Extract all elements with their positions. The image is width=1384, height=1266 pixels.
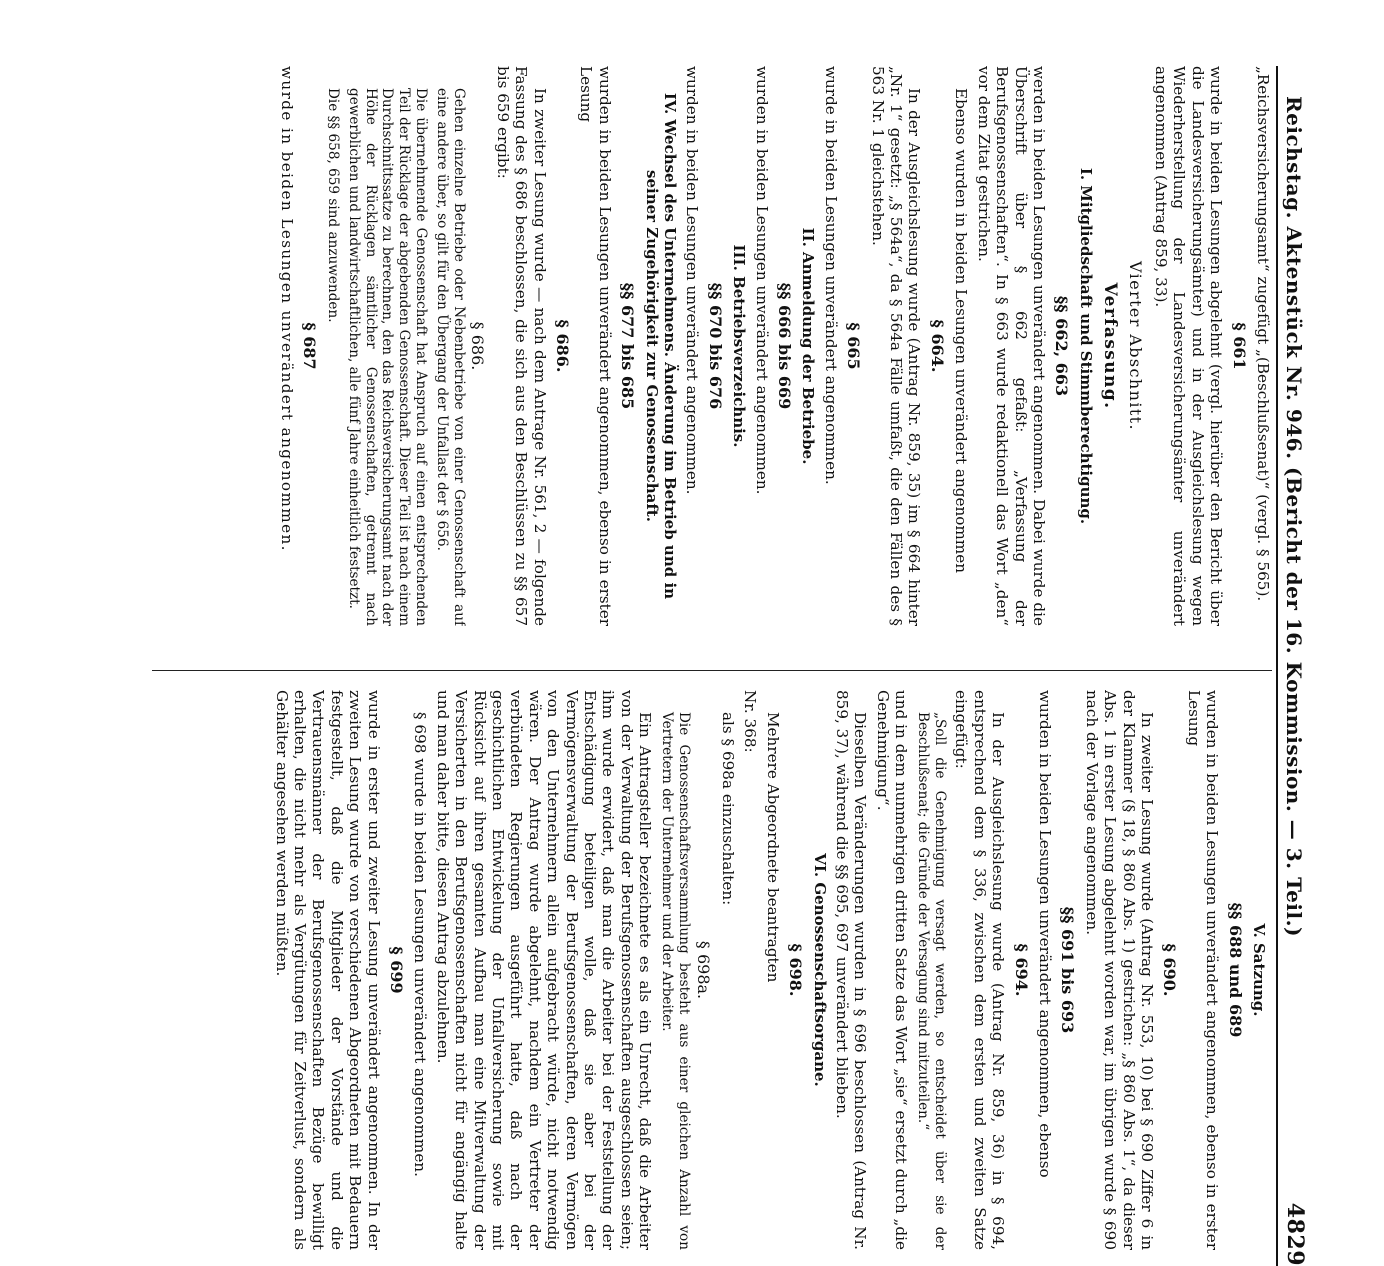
section-691-text: wurden in beiden Lesungen unverändert angenommen, ebenso xyxy=(1035,690,1054,1178)
section-699-text: wurde in erster und zweiter Lesung unverändert angenommen. In der zweiten Lesung wurde von verschiedenen Abgeordneten mit Bedauern festgestellt, daß die Mitglieder der Vorstände und die Vertrauensmänner der Berufsgenossenschaften Bezüge bewilligt erhalten, die nicht mehr als Vergütungen für Zeitverlust, sondern als Gehälter angesehen werden müßten. xyxy=(272,690,383,1250)
section-698-insert: als § 698a einzuschalten: xyxy=(719,712,738,906)
section-665-heading: § 665 xyxy=(844,322,864,370)
section-687-text: wurde in beiden Lesungen unverändert angenommen. xyxy=(277,66,296,552)
subsection-III-heading: III. Betriebsverzeichnis. xyxy=(730,244,749,448)
subsection-II-heading: II. Anmeldung der Betriebe. xyxy=(799,227,818,465)
section-677-text: wurden in beiden Lesungen unverändert angenommen, ebenso in erster Lesung xyxy=(577,66,614,626)
section-688-text: wurden in beiden Lesungen unverändert angenommen, ebenso in erster Lesung xyxy=(1184,690,1222,1250)
section-698-text: Mehrere Abgeordnete beantragten xyxy=(763,712,782,983)
section-670-heading: §§ 670 bis 676 xyxy=(705,282,725,410)
abschnitt-heading: Vierter Abschnitt. xyxy=(1125,261,1145,431)
section-661-heading: § 661 xyxy=(1229,322,1249,370)
section-699-heading: § 699 xyxy=(386,946,406,994)
section-662-text: werden in beiden Lesungen unverändert angenommen. Dabei wurde die Überschrift über § 662 gefaßt: „Verfassung der Berufsgenossenschaften“. In § 663 wurde redaktionell das Wort „den“ vor dem Zitat gestrichen. xyxy=(974,66,1048,626)
section-686-text: In zweiter Lesung wurde — nach dem Antrage Nr. 561, 2 — folgende Fassung des § 686 beschlossen, die sich aus den Beschlüssen zu §§ 657 bis 659 ergibt: xyxy=(493,66,549,626)
section-698-final: § 698 wurde in beiden Lesungen unverändert angenommen. xyxy=(411,712,430,1177)
section-686-quote-heading: § 686. xyxy=(468,321,488,371)
section-687-heading: § 687 xyxy=(300,322,320,370)
section-690-text: In zweiter Lesung wurde (Antrag Nr. 553, 10) bei § 690 Ziffer 6 in der Klammer (§ 18, § 860 Abs. 1) gestrichen: „§ 860 Abs. 1“, da dieser Abs. 1 in erster Lesung abgelehnt worden war, im übrigen wurde § 690 nach der Vorlage angenommen. xyxy=(1082,690,1156,1250)
section-690-heading: § 690. xyxy=(1160,943,1180,997)
section-694-text3: Dieselben Veränderungen wurden in § 696 beschlossen (Antrag Nr. 859, 37), während die §§ 695, 697 unverändert blieben. xyxy=(833,690,870,1250)
section-662-text2: Ebenso wurden in beiden Lesungen unverändert angenommen xyxy=(952,88,971,573)
section-698-heading: § 698. xyxy=(786,943,806,997)
section-664-heading: § 664. xyxy=(927,319,947,373)
section-686-quote-1: Gehen einzelne Betriebe oder Nebenbetriebe von einer Genossenschaft auf eine andere über, so gilt für den Übergang der Unfallast der § 656. xyxy=(433,88,467,626)
page-header-title: Reichstag. Aktenstück Nr. 946. (Bericht der 16. Kommission. — 3. Teil.) xyxy=(1282,96,1306,938)
section-694-text: In der Ausgleichslesung wurde (Antrag Nr. 859, 36) in § 694, entsprechend dem § 336, zwischen dem ersten und zweiten Satze eingefügt: xyxy=(952,690,1008,1250)
section-670-text: wurden in beiden Lesungen unverändert angenommen. xyxy=(683,66,702,495)
section-686-quote-2: Die übernehmende Genossenschaft hat Anspruch auf einen entsprechenden Teil der Rücklage der abgebenden Genossenschaft. Dieser Teil ist nach einem Durchschnittssatze zu berechnen, den das Reichsversicherungsamt nach der Höhe der Rücklagen sämtlicher Genossenschaften, getrennt nach gewerblichen und landwirtschaftlichen, alle fünf Jahre einheitlich festsetzt. xyxy=(345,88,429,626)
section-698-discussion: Ein Antragsteller bezeichnete es als ein Unrecht, daß die Arbeiter von der Verwaltung der Berufsgenossenschaften ausgeschlossen seien; ihm wurde erwidert, daß man die Arbeiter bei der Feststellung der Entschädigung beteiligen wolle, daß sie aber bei der Vermögensverwaltung der Berufsgenossenschaften, deren Vermögen von den Unternehmern allein aufgebracht würde, nicht notwendig wären. Der Antrag wurde abgelehnt, nachdem ein Vertreter der verbündeten Regierungen ausgeführt hatte, daß nach der geschichtlichen Entwickelung der Unfallversicherung sowie mit Rücksicht auf ihren gesamten Aufbau man eine Mitverwaltung der Versicherten in den Berufsgenossenschaften nicht für angängig halte und man daher bitte, diesen Antrag abzulehnen. xyxy=(433,690,655,1250)
right-column xyxy=(152,690,1272,1250)
subsection-IV-heading: IV. Wechsel des Unternehmens. Änderung im Betrieb und in seiner Zugehörigkeit zur Genossenschaft. xyxy=(642,92,680,600)
page-header xyxy=(1276,66,1318,1266)
section-691-heading: §§ 691 bis 693 xyxy=(1058,906,1078,1034)
section-677-heading: §§ 677 bis 685 xyxy=(618,282,638,410)
section-664-text: In der Ausgleichslesung wurde (Antrag Nr. 859, 35) im § 664 hinter „Nr. 1“ gesetzt: „§ 564a“, da § 564a Fälle umfaßt, die den Fällen des § 563 Nr. 1 gleichstehen. xyxy=(868,66,924,626)
section-666-heading: §§ 666 bis 669 xyxy=(775,282,795,410)
section-698-ref: Nr. 368: xyxy=(741,690,760,753)
section-665-text: wurde in beiden Lesungen unverändert angenommen. xyxy=(821,66,840,485)
section-694-heading: § 694. xyxy=(1011,943,1031,997)
column-divider xyxy=(152,670,1272,671)
section-694-quote: „Soll die Genehmigung versagt werden, so entscheidet über sie der Beschlußsenat; die Gründe der Versagung sind mitzuteilen.“ xyxy=(915,712,948,1250)
subsection-VI-heading: VI. Genossenschaftsorgane. xyxy=(810,853,829,1087)
section-666-text: wurden in beiden Lesungen unverändert angenommen. xyxy=(752,66,771,495)
verfassung-heading: Verfassung. xyxy=(1100,282,1121,410)
section-694-text2: und in dem nunmehrigen dritten Satze das Wort „sie“ ersetzt durch „die Genehmigung“. xyxy=(873,690,911,1250)
page-number: 4829 xyxy=(1282,1202,1308,1266)
section-662-heading: §§ 662, 663 xyxy=(1052,295,1072,397)
section-698a-heading: § 698a. xyxy=(693,940,713,1000)
section-686-heading: § 686. xyxy=(553,319,572,373)
section-688-heading: §§ 688 und 689 xyxy=(1225,902,1245,1038)
subsection-V-heading: V. Satzung. xyxy=(1250,923,1268,1017)
section-686-quote-3: Die §§ 658, 659 sind anzuwenden. xyxy=(325,88,341,323)
section-698a-text: Die Genossenschaftsversammlung besteht aus einer gleichen Anzahl von Vertretern der Unternehmer und der Arbeiter. xyxy=(659,712,692,1250)
section-661-text: wurde in beiden Lesungen abgelehnt (vergl. hierüber den Bericht über die Landesversicherungsämter) und in der Ausgleichslesung wegen Wiederherstellung der Landesversicherungsämter unverändert angenommen (Antrag 859, 33). xyxy=(1151,66,1226,626)
intro-text: „Reichsversicherungsamt“ zugefügt „(Beschlußsenat)“ (vergl. § 565). xyxy=(1254,66,1272,602)
subsection-I-heading: I. Mitgliedschaft und Stimmberechtigung. xyxy=(1076,167,1095,525)
left-column xyxy=(152,66,1272,626)
